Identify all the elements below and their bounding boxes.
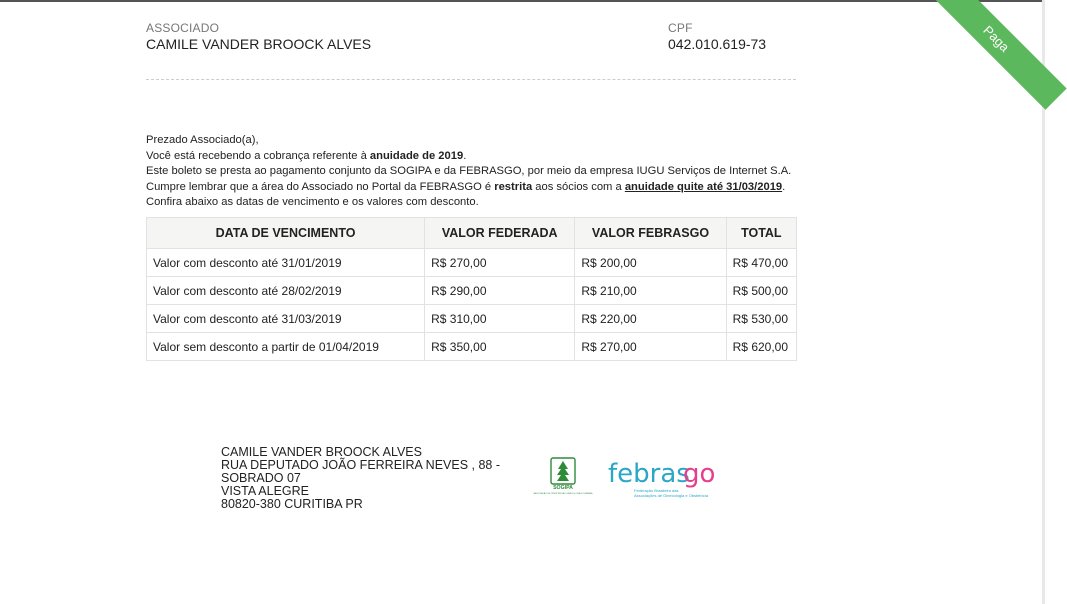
address-complement: SOBRADO 07 xyxy=(221,471,301,485)
cell-total: R$ 470,00 xyxy=(726,249,796,277)
address-city: 80820-380 CURITIBA PR xyxy=(221,497,363,511)
letter-line-4-post: . xyxy=(782,180,786,193)
address-street: RUA DEPUTADO JOÃO FERREIRA NEVES , 88 - xyxy=(221,458,500,472)
col-header-total: TOTAL xyxy=(726,218,796,249)
cell-federada: R$ 310,00 xyxy=(425,305,575,333)
cell-febrasgo: R$ 210,00 xyxy=(575,277,726,305)
letter-greeting: Prezado Associado(a), xyxy=(146,134,259,146)
cpf-block xyxy=(668,21,766,52)
letter-line-2-pre: Você está recebendo a cobrança referente à xyxy=(146,149,370,162)
cpf-value: 042.010.619-73 xyxy=(668,36,767,52)
table-row xyxy=(147,333,797,361)
cell-vencimento: Valor sem desconto a partir de 01/04/2019 xyxy=(147,333,425,361)
cell-febrasgo: R$ 220,00 xyxy=(575,305,726,333)
status-ribbon xyxy=(915,0,1045,130)
letter-text xyxy=(146,133,826,211)
fees-table xyxy=(146,217,797,361)
cell-federada: R$ 270,00 xyxy=(425,249,575,277)
letter-line-4-bold: restrita xyxy=(494,180,533,193)
divider xyxy=(146,79,796,80)
col-header-vencimento: DATA DE VENCIMENTO xyxy=(147,218,425,249)
mailing-address xyxy=(221,446,511,511)
address-name: CAMILE VANDER BROOCK ALVES xyxy=(221,445,422,459)
sogipa-wordmark: SOGIPA xyxy=(553,485,573,491)
sogipa-subtitle: ASSOCIAÇÃO DE OBSTETRÍCIA E GINECOLOGIA DO PARANÁ xyxy=(533,493,593,495)
letter-line-2-post: . xyxy=(463,149,467,162)
associado-label: ASSOCIADO xyxy=(146,21,220,35)
associado-name: CAMILE VANDER BROOCK ALVES xyxy=(146,36,372,52)
status-badge: Paga xyxy=(925,0,1066,110)
address-district: VISTA ALEGRE xyxy=(221,484,310,498)
cell-federada: R$ 290,00 xyxy=(425,277,575,305)
col-header-febrasgo: VALOR FEBRASGO xyxy=(575,218,726,249)
cell-total: R$ 500,00 xyxy=(726,277,796,305)
cpf-label: CPF xyxy=(668,21,693,35)
febrasgo-logo xyxy=(606,455,726,503)
table-row xyxy=(147,305,797,333)
table-row xyxy=(147,277,797,305)
cell-febrasgo: R$ 270,00 xyxy=(575,333,726,361)
cell-vencimento: Valor com desconto até 31/03/2019 xyxy=(147,305,425,333)
col-header-federada: VALOR FEDERADA xyxy=(425,218,575,249)
letter-line-4-pre: Cumpre lembrar que a área do Associado no Portal da FEBRASGO é xyxy=(146,180,495,193)
letter-line-4-mid: aos sócios com a xyxy=(532,180,625,193)
febrasgo-wordmark-a: febras xyxy=(608,459,690,489)
cell-febrasgo: R$ 200,00 xyxy=(575,249,726,277)
letter-line-2 xyxy=(146,149,826,165)
letter-line-2-bold: anuidade de 2019 xyxy=(369,149,464,162)
febrasgo-subtitle-2: Associações de Ginecologia e Obstetrícia xyxy=(634,493,709,498)
letter-line-4-underline: anuidade quite até 31/03/2019 xyxy=(624,180,783,193)
associado-block xyxy=(146,21,371,52)
window-top-border xyxy=(0,0,1045,2)
cell-vencimento: Valor com desconto até 28/02/2019 xyxy=(147,277,425,305)
sogipa-logo xyxy=(533,457,593,507)
cell-total: R$ 530,00 xyxy=(726,305,796,333)
febrasgo-wordmark-b: go xyxy=(683,459,716,489)
table-header-row xyxy=(147,218,797,249)
cell-total: R$ 620,00 xyxy=(726,333,796,361)
letter-line-3: Este boleto se presta ao pagamento conjunto da SOGIPA e da FEBRASGO, por meio da empresa IUGU Serviços de Internet S.A. xyxy=(146,165,792,177)
table-row xyxy=(147,249,797,277)
letter-line-4 xyxy=(146,180,826,196)
febrasgo-subtitle-1: Federação Brasileira das xyxy=(634,488,679,493)
letter-line-5: Confira abaixo as datas de vencimento e os valores com desconto. xyxy=(146,196,479,208)
cell-vencimento: Valor com desconto até 31/01/2019 xyxy=(147,249,425,277)
cell-federada: R$ 350,00 xyxy=(425,333,575,361)
